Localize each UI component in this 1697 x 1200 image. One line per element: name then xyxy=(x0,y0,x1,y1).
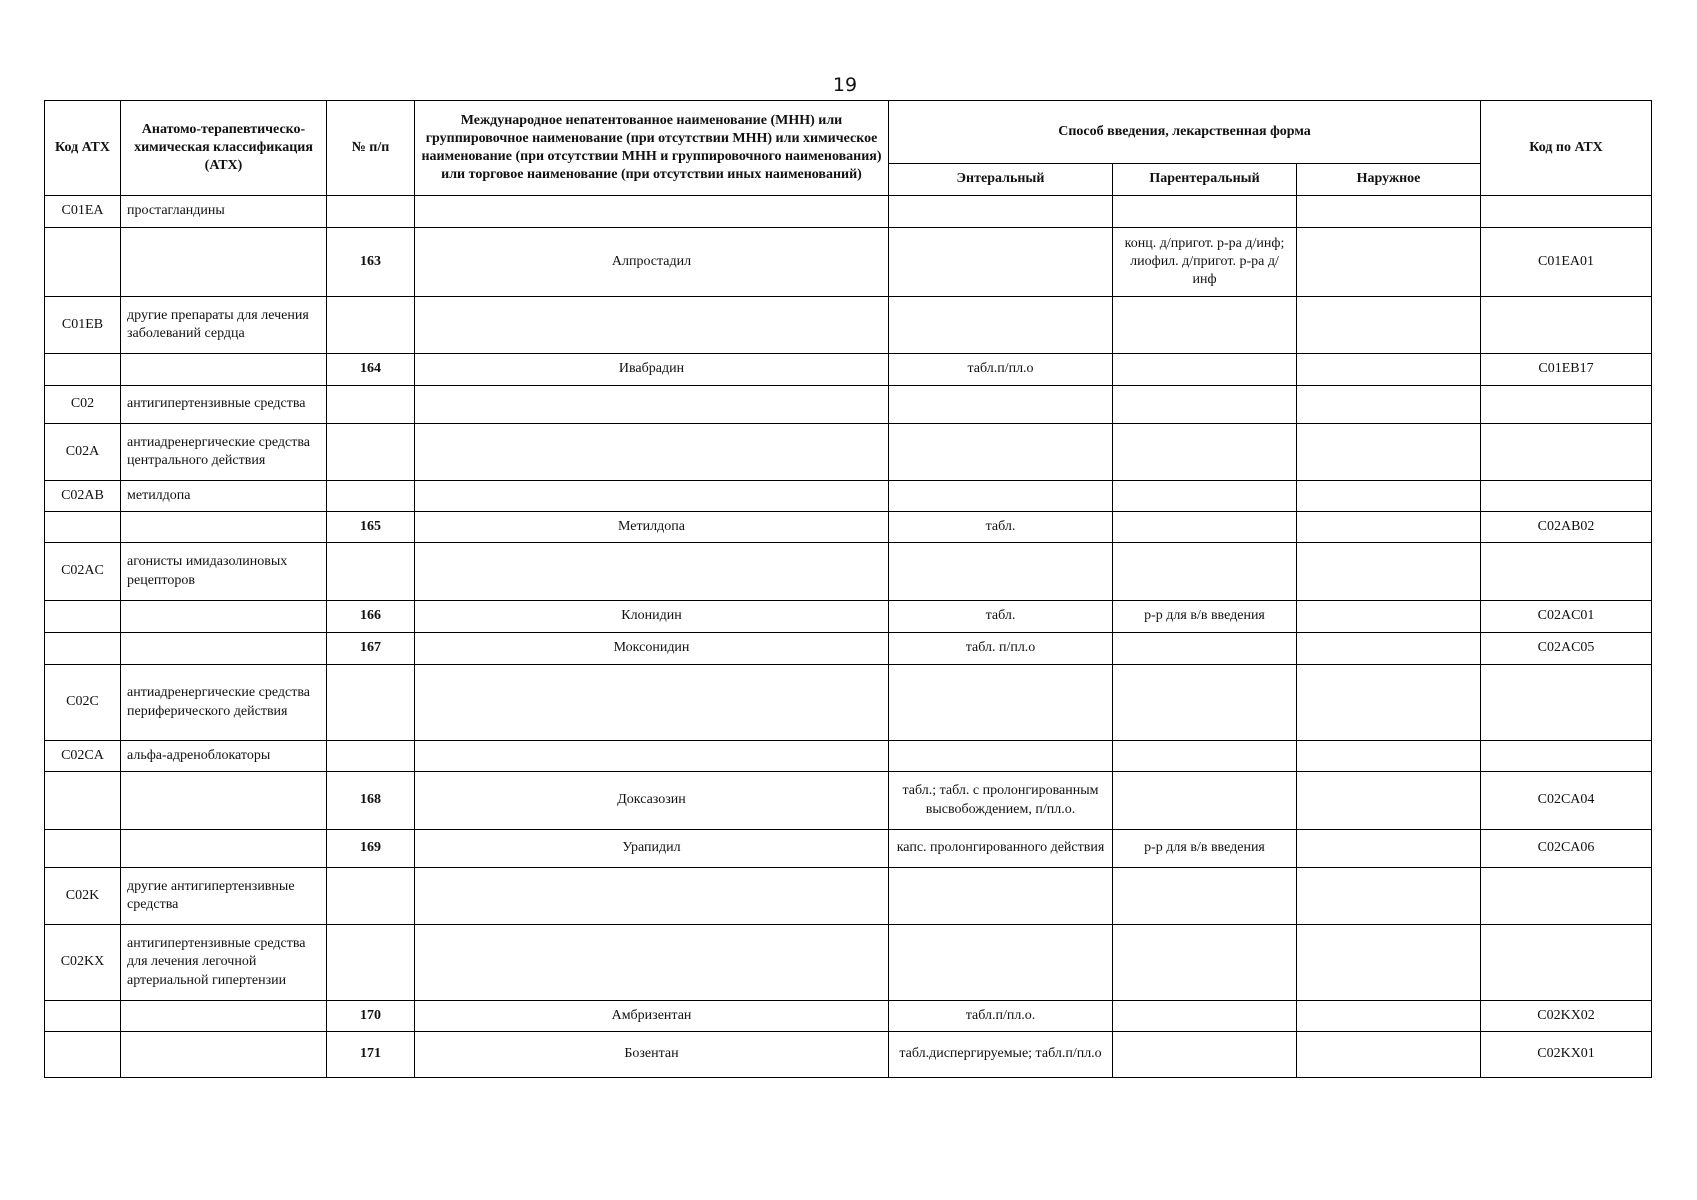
cell-classification xyxy=(121,512,327,543)
cell-name xyxy=(415,297,889,354)
table-row xyxy=(45,424,1652,481)
cell-number: 167 xyxy=(327,633,415,665)
cell-atx: C02CA04 xyxy=(1481,772,1652,830)
cell-parenteral xyxy=(1113,386,1297,424)
cell-number: 168 xyxy=(327,772,415,830)
cell-parenteral: р-р для в/в введения xyxy=(1113,830,1297,868)
cell-parenteral xyxy=(1113,925,1297,1001)
cell-enteral xyxy=(889,196,1113,228)
cell-number xyxy=(327,386,415,424)
cell-external xyxy=(1297,481,1481,512)
cell-enteral: табл. xyxy=(889,512,1113,543)
cell-enteral xyxy=(889,386,1113,424)
cell-name: Метилдопа xyxy=(415,512,889,543)
cell-number: 170 xyxy=(327,1001,415,1032)
cell-external xyxy=(1297,424,1481,481)
cell-parenteral: р-р для в/в введения xyxy=(1113,601,1297,633)
table-row xyxy=(45,601,1652,633)
cell-classification: антигипертензивные средства для лечения легочной артериальной гипертензии xyxy=(121,925,327,1001)
cell-number xyxy=(327,196,415,228)
cell-name: Ивабрадин xyxy=(415,354,889,386)
cell-number xyxy=(327,424,415,481)
cell-external xyxy=(1297,196,1481,228)
cell-atx-code xyxy=(45,772,121,830)
cell-atx: C02AC05 xyxy=(1481,633,1652,665)
header-classification: Анатомо-терапевтическо-химическая классификация (АТХ) xyxy=(121,101,327,196)
drug-list-table xyxy=(44,100,1652,1078)
cell-enteral: табл.; табл. с пролонгированным высвобождением, п/пл.о. xyxy=(889,772,1113,830)
header-atx-code-right: Код по АТХ xyxy=(1481,101,1652,196)
cell-enteral xyxy=(889,543,1113,601)
table-row xyxy=(45,512,1652,543)
table-row xyxy=(45,196,1652,228)
cell-atx xyxy=(1481,543,1652,601)
cell-classification: агонисты имидазолиновых рецепторов xyxy=(121,543,327,601)
page-number: 19 xyxy=(832,74,858,96)
cell-classification xyxy=(121,633,327,665)
cell-atx-code: C02CA xyxy=(45,741,121,772)
cell-external xyxy=(1297,830,1481,868)
table-row xyxy=(45,772,1652,830)
cell-atx-code xyxy=(45,1032,121,1078)
cell-atx: C02AC01 xyxy=(1481,601,1652,633)
cell-atx xyxy=(1481,424,1652,481)
table-row xyxy=(45,665,1652,741)
cell-external xyxy=(1297,633,1481,665)
cell-name xyxy=(415,543,889,601)
table-row xyxy=(45,481,1652,512)
cell-parenteral xyxy=(1113,481,1297,512)
cell-classification xyxy=(121,1001,327,1032)
table-row xyxy=(45,228,1652,297)
cell-parenteral xyxy=(1113,665,1297,741)
cell-atx: C01EA01 xyxy=(1481,228,1652,297)
cell-enteral xyxy=(889,665,1113,741)
cell-classification: антиадренергические средства центрального действия xyxy=(121,424,327,481)
cell-number xyxy=(327,543,415,601)
cell-name xyxy=(415,741,889,772)
cell-enteral: табл. п/пл.о xyxy=(889,633,1113,665)
cell-name xyxy=(415,386,889,424)
cell-atx xyxy=(1481,196,1652,228)
cell-classification xyxy=(121,772,327,830)
cell-enteral xyxy=(889,481,1113,512)
cell-atx-code: C02KX xyxy=(45,925,121,1001)
cell-parenteral xyxy=(1113,741,1297,772)
cell-atx xyxy=(1481,386,1652,424)
cell-name: Амбризентан xyxy=(415,1001,889,1032)
cell-enteral xyxy=(889,868,1113,925)
cell-name: Клонидин xyxy=(415,601,889,633)
cell-enteral: табл.диспергируемые; табл.п/пл.о xyxy=(889,1032,1113,1078)
header-external: Наружное xyxy=(1297,164,1481,196)
cell-external xyxy=(1297,741,1481,772)
cell-parenteral xyxy=(1113,868,1297,925)
table-row xyxy=(45,1032,1652,1078)
cell-classification: другие антигипертензивные средства xyxy=(121,868,327,925)
cell-external xyxy=(1297,772,1481,830)
cell-name xyxy=(415,481,889,512)
cell-number: 171 xyxy=(327,1032,415,1078)
cell-atx: C01EB17 xyxy=(1481,354,1652,386)
cell-atx: C02KX02 xyxy=(1481,1001,1652,1032)
cell-external xyxy=(1297,1001,1481,1032)
cell-external xyxy=(1297,868,1481,925)
cell-atx-code: C01EB xyxy=(45,297,121,354)
cell-atx-code xyxy=(45,354,121,386)
table-row xyxy=(45,297,1652,354)
cell-parenteral xyxy=(1113,1032,1297,1078)
table-row xyxy=(45,354,1652,386)
cell-classification xyxy=(121,601,327,633)
cell-enteral: табл.п/пл.о xyxy=(889,354,1113,386)
cell-atx-code: C02K xyxy=(45,868,121,925)
table-row xyxy=(45,925,1652,1001)
cell-name xyxy=(415,868,889,925)
cell-external xyxy=(1297,601,1481,633)
cell-number: 163 xyxy=(327,228,415,297)
cell-parenteral xyxy=(1113,297,1297,354)
cell-parenteral xyxy=(1113,543,1297,601)
cell-classification: метилдопа xyxy=(121,481,327,512)
cell-atx-code: C01EA xyxy=(45,196,121,228)
cell-atx: C02KX01 xyxy=(1481,1032,1652,1078)
cell-enteral: капс. пролонгированного действия xyxy=(889,830,1113,868)
cell-number xyxy=(327,925,415,1001)
header-number: № п/п xyxy=(327,101,415,196)
cell-classification: антиадренергические средства периферического действия xyxy=(121,665,327,741)
table-row xyxy=(45,741,1652,772)
cell-atx-code xyxy=(45,228,121,297)
cell-name: Доксазозин xyxy=(415,772,889,830)
cell-number xyxy=(327,481,415,512)
cell-external xyxy=(1297,925,1481,1001)
cell-enteral xyxy=(889,297,1113,354)
cell-external xyxy=(1297,386,1481,424)
cell-parenteral: конц. д/пригот. р-ра д/инф; лиофил. д/пригот. р-ра д/инф xyxy=(1113,228,1297,297)
cell-classification: простагландины xyxy=(121,196,327,228)
cell-external xyxy=(1297,543,1481,601)
cell-atx-code xyxy=(45,512,121,543)
cell-name xyxy=(415,196,889,228)
cell-enteral xyxy=(889,228,1113,297)
cell-name xyxy=(415,665,889,741)
cell-atx xyxy=(1481,925,1652,1001)
cell-enteral xyxy=(889,741,1113,772)
cell-classification: альфа-адреноблокаторы xyxy=(121,741,327,772)
cell-classification xyxy=(121,228,327,297)
cell-atx-code: C02C xyxy=(45,665,121,741)
cell-parenteral xyxy=(1113,772,1297,830)
table-row xyxy=(45,830,1652,868)
cell-external xyxy=(1297,297,1481,354)
cell-external xyxy=(1297,1032,1481,1078)
cell-parenteral xyxy=(1113,633,1297,665)
cell-number xyxy=(327,665,415,741)
cell-number: 166 xyxy=(327,601,415,633)
table-row xyxy=(45,633,1652,665)
header-route-form: Способ введения, лекарственная форма xyxy=(889,101,1481,164)
cell-name xyxy=(415,925,889,1001)
header-parenteral: Парентеральный xyxy=(1113,164,1297,196)
cell-external xyxy=(1297,228,1481,297)
cell-number: 164 xyxy=(327,354,415,386)
cell-atx xyxy=(1481,297,1652,354)
cell-atx xyxy=(1481,665,1652,741)
header-name: Международное непатентованное наименование (МНН) или группировочное наименование (при отсутствии МНН) или химическое наименование (при отсутствии МНН и группировочного наименования) или торговое наименование (при отсутствии иных наименований) xyxy=(415,101,889,196)
cell-number: 165 xyxy=(327,512,415,543)
cell-atx-code: C02 xyxy=(45,386,121,424)
cell-external xyxy=(1297,354,1481,386)
cell-parenteral xyxy=(1113,424,1297,481)
cell-name xyxy=(415,424,889,481)
cell-parenteral xyxy=(1113,512,1297,543)
cell-number: 169 xyxy=(327,830,415,868)
cell-atx xyxy=(1481,741,1652,772)
cell-atx-code xyxy=(45,601,121,633)
cell-atx xyxy=(1481,868,1652,925)
cell-name: Бозентан xyxy=(415,1032,889,1078)
cell-atx-code xyxy=(45,633,121,665)
table-row xyxy=(45,386,1652,424)
table-row xyxy=(45,1001,1652,1032)
cell-parenteral xyxy=(1113,1001,1297,1032)
cell-atx: C02AB02 xyxy=(1481,512,1652,543)
header-atx-code: Код АТХ xyxy=(45,101,121,196)
cell-parenteral xyxy=(1113,196,1297,228)
cell-enteral: табл.п/пл.о. xyxy=(889,1001,1113,1032)
cell-external xyxy=(1297,512,1481,543)
cell-name: Моксонидин xyxy=(415,633,889,665)
table-row xyxy=(45,543,1652,601)
cell-classification xyxy=(121,1032,327,1078)
table-row xyxy=(45,868,1652,925)
cell-atx-code xyxy=(45,1001,121,1032)
cell-name: Алпростадил xyxy=(415,228,889,297)
cell-number xyxy=(327,868,415,925)
cell-enteral xyxy=(889,424,1113,481)
cell-atx xyxy=(1481,481,1652,512)
cell-atx-code: C02AC xyxy=(45,543,121,601)
cell-classification: антигипертензивные средства xyxy=(121,386,327,424)
cell-enteral xyxy=(889,925,1113,1001)
cell-classification xyxy=(121,354,327,386)
cell-atx: C02CA06 xyxy=(1481,830,1652,868)
cell-parenteral xyxy=(1113,354,1297,386)
cell-classification: другие препараты для лечения заболеваний сердца xyxy=(121,297,327,354)
cell-name: Урапидил xyxy=(415,830,889,868)
cell-external xyxy=(1297,665,1481,741)
cell-number xyxy=(327,297,415,354)
header-enteral: Энтеральный xyxy=(889,164,1113,196)
cell-enteral: табл. xyxy=(889,601,1113,633)
cell-number xyxy=(327,741,415,772)
cell-classification xyxy=(121,830,327,868)
cell-atx-code xyxy=(45,830,121,868)
cell-atx-code: C02AB xyxy=(45,481,121,512)
cell-atx-code: C02A xyxy=(45,424,121,481)
